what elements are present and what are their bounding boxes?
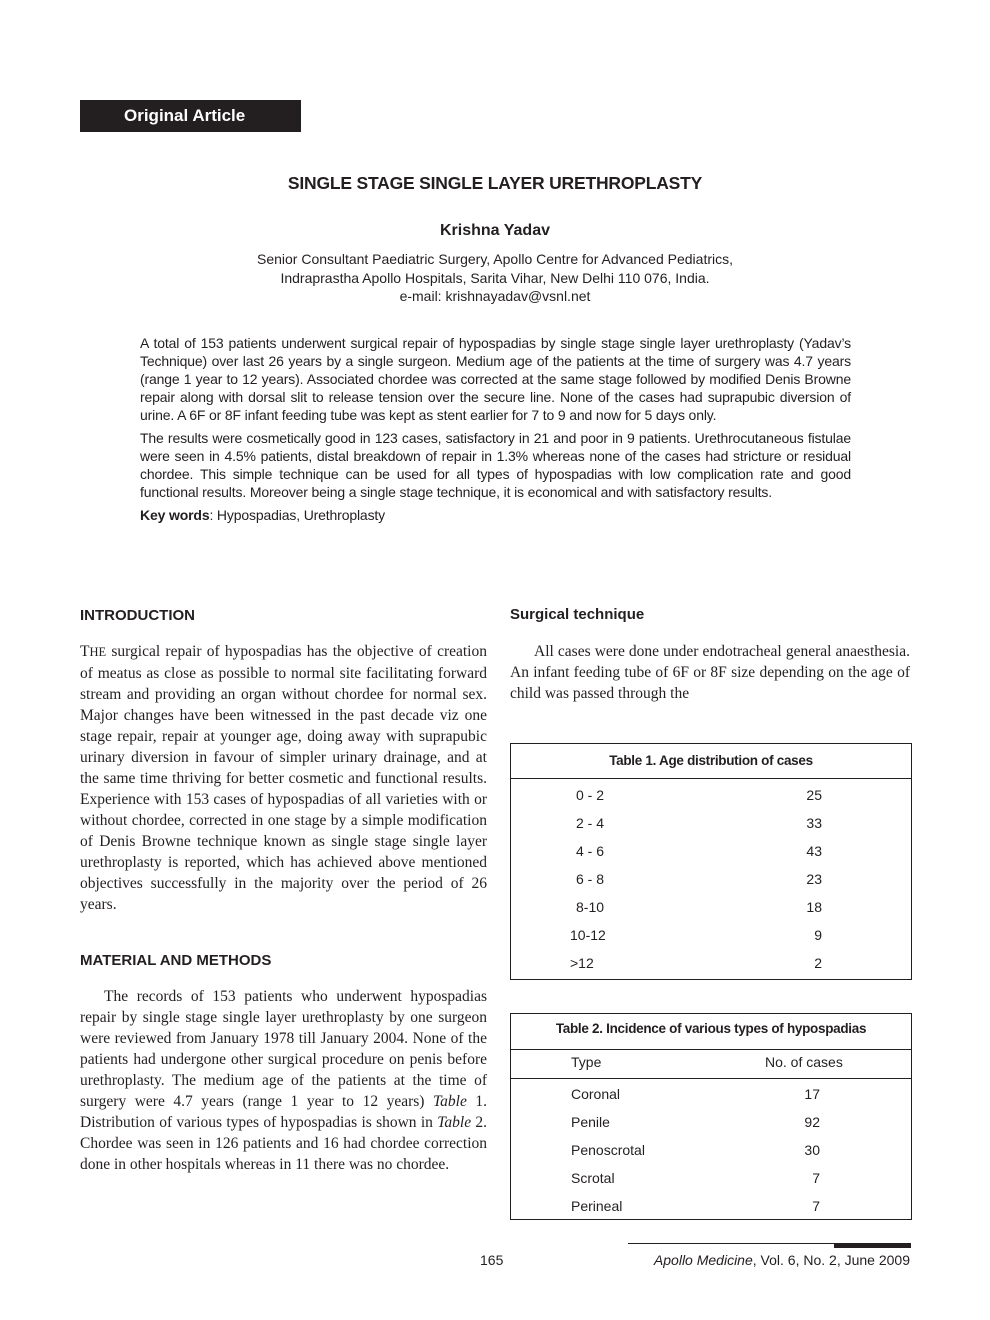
table-reference: Table (437, 1114, 472, 1131)
methods-text (80, 986, 487, 1175)
abstract (140, 334, 851, 524)
introduction-body: surgical repair of hypospadias has the objective of creation of meatus as close as possible to normal site facilitating forward stream and providing an organ without chordee for normal sex. Major changes have been witnessed in the past decade viz one stage repair, repair at younger age, doing away with suprapubic urinary diversion in favour of simpler urinary drainage, and at the same time thriving for better cosmetic and functional results. Experience with 153 cases of hypospadias of all varieties with or without chordee, corrected in one stage by a simple modification of Denis Browne technique known as single stage single layer urethroplasty is reported, which has achieved above mentioned objectives successfully in the majority over the period of 26 years. (80, 643, 487, 913)
table-cell-count: 43 (806, 843, 822, 859)
abstract-paragraph: A total of 153 patients underwent surgical repair of hypospadias by single stage single layer urethroplasty (Yadav’s Technique) over last 26 years by a single surgeon. Medium age of the patients at the time of surgery was 4.7 years (range 1 year to 12 years). Associated chordee was corrected at the same stage followed by modified Denis Browne repair along with dorsal slit to release tension over the secure line. None of the cases had suprapubic diversion of urine. A 6F or 8F infant feeding tube was kept as stent earlier for 7 to 9 and now for 5 days only. (140, 335, 851, 423)
table-cell-count: 17 (804, 1086, 820, 1102)
table-cell-age: 2 - 4 (576, 815, 605, 831)
table-cell-age: 0 - 2 (576, 787, 605, 803)
methods-body: 1. Distribution of various types of hypospadias is shown in (80, 1093, 487, 1131)
table-cell-type: Coronal (571, 1086, 621, 1102)
table-cell-count: 23 (806, 871, 822, 887)
abstract-paragraph: The results were cosmetically good in 123 cases, satisfactory in 21 and poor in 9 patients. Urethrocutaneous fistulae were seen in 4.5% patients, distal breakdown of repair in 1.3% whereas none of the cases had stricture or residual chordee. This simple technique can be used for all types of hypospadias with low complication rate and good functional results. Moreover being a single stage technique, it is economical and with satisfactory results. (140, 430, 851, 500)
table-cell-count: 7 (812, 1170, 820, 1186)
affiliation-line: Indraprastha Apollo Hospitals, Sarita Vihar, New Delhi 110 076, India. (280, 269, 710, 286)
table-cell-age: 8-10 (576, 899, 605, 915)
introduction-text (80, 641, 487, 915)
author-name: Krishna Yadav (440, 222, 550, 239)
table-cell-count: 7 (812, 1198, 820, 1214)
table-cell-type: Scrotal (571, 1170, 615, 1186)
section-heading-surgical-technique: Surgical technique (510, 606, 645, 623)
article-type-badge: Original Article (80, 100, 301, 132)
table-cell-count: 18 (806, 899, 822, 915)
table-caption: Table 2. Incidence of various types of hypospadias (555, 1021, 867, 1036)
table-cell-type: Perineal (571, 1198, 623, 1214)
journal-citation (654, 1252, 910, 1268)
table-age-distribution (510, 743, 912, 980)
table-cell-count: 33 (806, 815, 822, 831)
surgical-technique-text: All cases were done under endotracheal general anaesthesia. An infant feeding tube of 6F or 8F size depending on the age of child was passed through the (510, 643, 910, 702)
table-reference: Table (432, 1093, 467, 1110)
section-heading-introduction: INTRODUCTION (80, 607, 195, 624)
keywords-label: Key words (140, 507, 210, 523)
table-hypospadias-types (510, 1013, 912, 1220)
keywords (140, 506, 851, 524)
journal-issue: , Vol. 6, No. 2, June 2009 (752, 1252, 910, 1268)
table-header-type: Type (571, 1054, 602, 1070)
methods-body: The records of 153 patients who underwent hypospadias repair by single stage single layer urethroplasty by one surgeon were reviewed from January 1978 till January 2004. None of the patients had undergone other surgical procedure on penis before urethroplasty. The medium age of the patients at the time of surgery were 4.7 years (range 1 year to 12 years) (80, 988, 487, 1110)
table-header-count: No. of cases (765, 1054, 843, 1070)
author-email: e-mail: krishnayadav@vsnl.net (399, 288, 591, 304)
table-cell-age: 6 - 8 (576, 871, 605, 887)
table-cell-age: 10-12 (570, 927, 606, 943)
methods-body: 2. Chordee was seen in 126 patients and 16 had chordee correction done in other hospitals whereas in 11 there was no chordee. (80, 1114, 488, 1173)
dropcap: T (80, 643, 90, 660)
table-cell-type: Penile (571, 1114, 610, 1130)
table-cell-age: 4 - 6 (576, 843, 605, 859)
journal-name: Apollo Medicine (653, 1252, 753, 1268)
table-caption: Table 1. Age distribution of cases (609, 753, 813, 768)
smallcaps: HE (89, 645, 107, 659)
table-cell-count: 9 (814, 927, 822, 943)
paper-title: SINGLE STAGE SINGLE LAYER URETHROPLASTY (287, 173, 703, 193)
table-cell-count: 2 (814, 955, 822, 971)
table-cell-count: 92 (804, 1114, 820, 1130)
keywords-values: : Hypospadias, Urethroplasty (209, 507, 386, 523)
affiliation (0, 250, 990, 306)
affiliation-line: Senior Consultant Paediatric Surgery, Apollo Centre for Advanced Pediatrics, (257, 251, 733, 267)
table-cell-type: Penoscrotal (571, 1142, 645, 1158)
table-cell-age: >12 (570, 955, 594, 971)
footer-bar (834, 1243, 911, 1248)
page-number: 165 (480, 1252, 504, 1268)
table-cell-count: 25 (806, 787, 822, 803)
table-cell-count: 30 (804, 1142, 820, 1158)
section-heading-methods: MATERIAL AND METHODS (80, 952, 272, 969)
